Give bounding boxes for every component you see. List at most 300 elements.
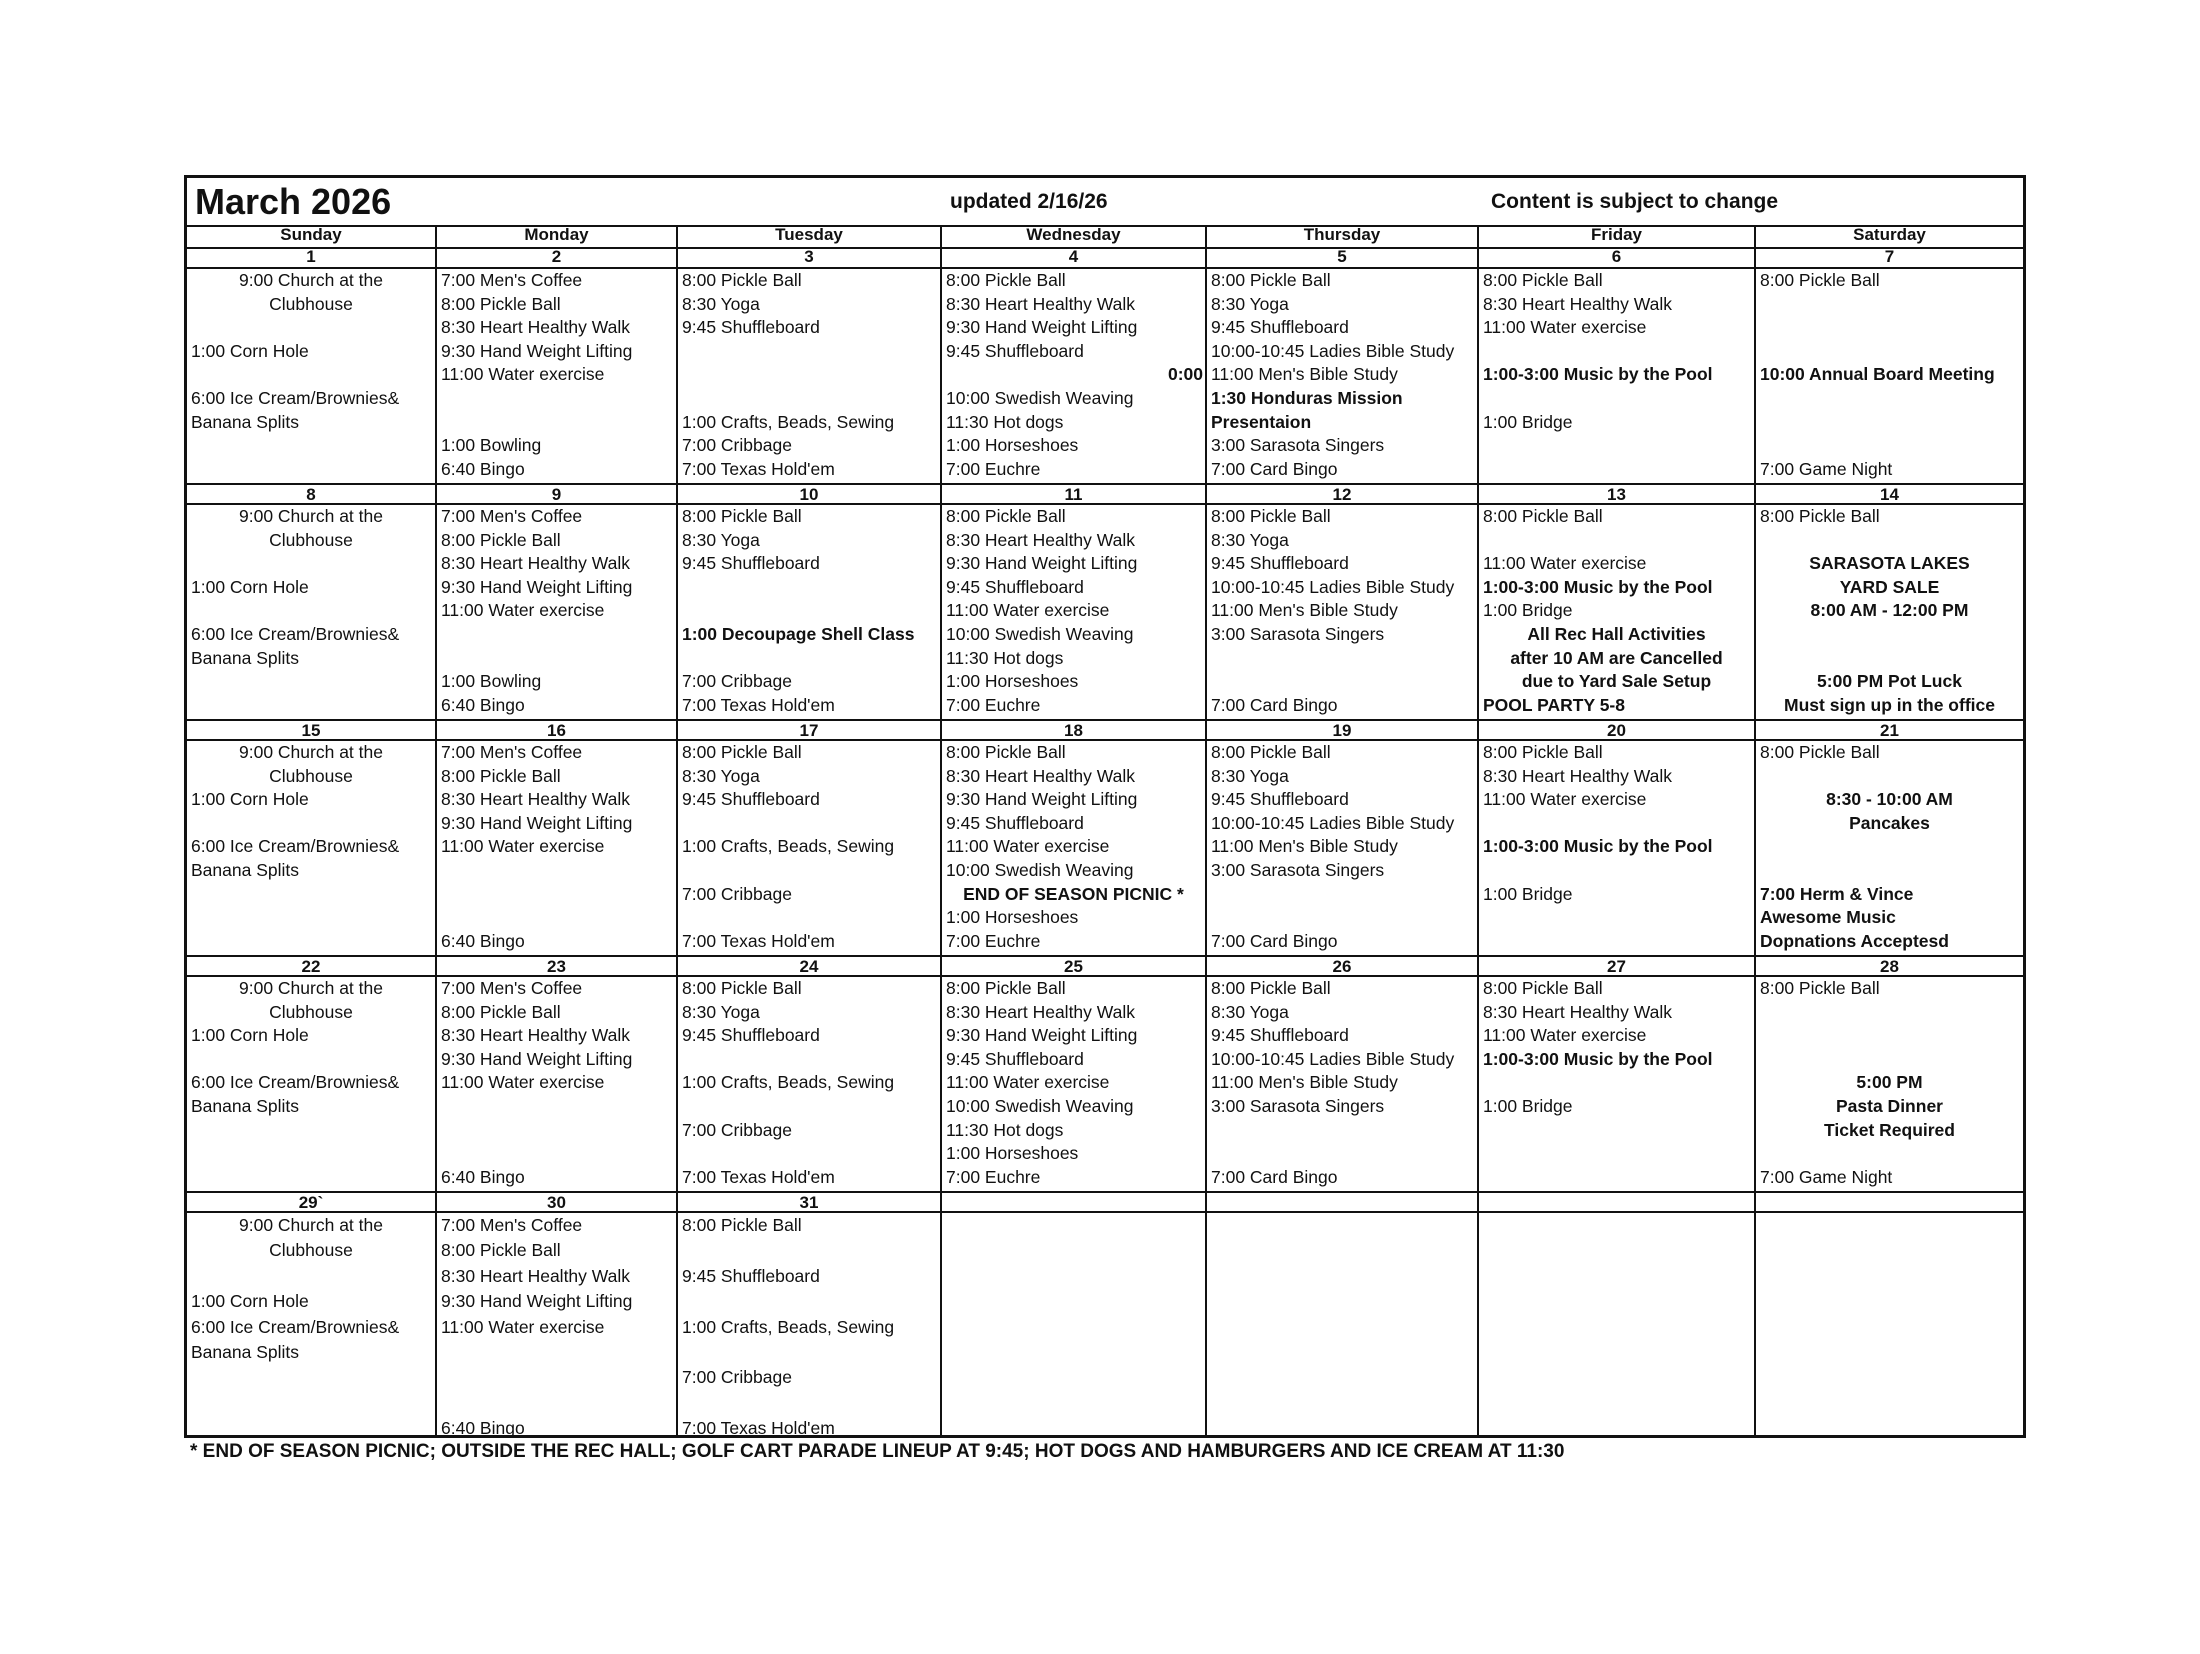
event-item: 8:00 Pickle Ball	[441, 293, 561, 314]
event-item: 8:30 Heart Healthy Walk	[441, 789, 631, 810]
event-item: Awesome Music	[1760, 907, 1896, 928]
event-item: 8:00 Pickle Ball	[682, 270, 802, 290]
event-spacer	[187, 812, 435, 836]
event-item: 1:00-3:00 Music by the Pool	[1483, 364, 1713, 385]
event-spacer	[1756, 647, 2023, 671]
event-item: SARASOTA LAKES	[1809, 553, 1970, 574]
event-item: 3:00 Sarasota Singers	[1211, 623, 1385, 644]
day-number: 5	[1207, 247, 1477, 269]
day-cell	[437, 719, 678, 955]
event-item: 7:00 Euchre	[946, 930, 1041, 951]
event-spacer	[1756, 1024, 2023, 1048]
day-cell	[1756, 483, 2023, 719]
event-item: 1:00 Horseshoes	[946, 671, 1079, 692]
event-item: Banana Splits	[191, 859, 299, 880]
event-spacer	[1207, 647, 1477, 671]
event-item: 8:00 Pickle Ball	[441, 765, 561, 786]
event-item: 9:45 Shuffleboard	[682, 1265, 820, 1286]
event-spacer	[1479, 387, 1754, 411]
week-row	[187, 955, 2023, 1191]
event-spacer	[1756, 765, 2023, 789]
day-cell	[437, 247, 678, 483]
event-item: 10:00 Swedish Weaving	[946, 387, 1134, 408]
event-item: 11:00 Water exercise	[441, 1316, 605, 1337]
event-item: 8:30 Heart Healthy Walk	[946, 1001, 1136, 1022]
event-spacer	[437, 1119, 676, 1143]
event-item: 8:00 Pickle Ball	[441, 1240, 561, 1261]
day-number: 8	[187, 483, 435, 505]
day-number: 25	[942, 955, 1205, 977]
event-item: 9:45 Shuffleboard	[1211, 1025, 1349, 1046]
event-item: 9:30 Hand Weight Lifting	[441, 340, 633, 361]
event-item: 1:00-3:00 Music by the Pool	[1483, 1048, 1713, 1069]
event-item: 8:30 - 10:00 AM	[1826, 789, 1953, 810]
event-item: 7:00 Cribbage	[682, 671, 792, 692]
event-item: 7:00 Men's Coffee	[441, 270, 583, 290]
event-item: Clubhouse	[269, 293, 353, 314]
event-spacer	[1756, 293, 2023, 317]
day-cell	[437, 483, 678, 719]
event-item: 11:00 Water exercise	[1483, 1025, 1647, 1046]
event-spacer	[1207, 1142, 1477, 1166]
event-item: Clubhouse	[269, 765, 353, 786]
event-item: 8:30 Yoga	[682, 765, 760, 786]
event-spacer	[678, 1340, 940, 1365]
event-item: 9:45 Shuffleboard	[946, 812, 1084, 833]
event-item: 1:00 Corn Hole	[191, 340, 309, 361]
event-item: 11:00 Men's Bible Study	[1211, 836, 1398, 857]
event-item: 1:00 Decoupage Shell Class	[682, 623, 915, 644]
day-cell	[1207, 247, 1479, 483]
event-item: 11:00 Water exercise	[441, 364, 605, 385]
event-item: 7:00 Men's Coffee	[441, 978, 583, 998]
event-item: 9:45 Shuffleboard	[682, 553, 820, 574]
day-number: 20	[1479, 719, 1754, 741]
event-item: 11:30 Hot dogs	[946, 411, 1064, 432]
event-spacer	[437, 1365, 676, 1390]
day-cell	[1479, 247, 1756, 483]
event-item: Clubhouse	[269, 1240, 353, 1261]
event-item: 8:00 Pickle Ball	[682, 978, 802, 998]
event-item: 7:00 Euchre	[946, 1166, 1041, 1187]
event-item: 1:00 Horseshoes	[946, 435, 1079, 456]
event-item: 11:00 Water exercise	[1483, 789, 1647, 810]
day-number: 13	[1479, 483, 1754, 505]
event-item: 9:30 Hand Weight Lifting	[946, 1025, 1138, 1046]
day-cell	[942, 247, 1207, 483]
event-spacer	[437, 1095, 676, 1119]
event-spacer	[187, 1264, 435, 1289]
event-item: 8:00 Pickle Ball	[1211, 270, 1331, 290]
event-item: 7:00 Game Night	[1760, 458, 1893, 479]
event-item: 0:00	[1167, 364, 1203, 385]
event-item: 1:00 Crafts, Beads, Sewing	[682, 836, 895, 857]
event-item: 9:00 Church at the	[239, 742, 383, 762]
event-spacer	[678, 1048, 940, 1072]
event-item: Clubhouse	[269, 529, 353, 550]
event-item: 8:00 Pickle Ball	[1760, 742, 1880, 762]
day-number: 14	[1756, 483, 2023, 505]
event-item: 7:00 Card Bingo	[1211, 694, 1338, 715]
event-item: Banana Splits	[191, 411, 299, 432]
event-spacer	[1479, 1071, 1754, 1095]
event-item: END OF SEASON PICNIC *	[963, 883, 1184, 904]
event-item: 9:45 Shuffleboard	[1211, 789, 1349, 810]
event-item: 8:30 Heart Healthy Walk	[946, 765, 1136, 786]
event-item: 6:40 Bingo	[441, 458, 525, 479]
event-item: 11:00 Water exercise	[1483, 317, 1647, 338]
event-spacer	[1207, 670, 1477, 694]
event-item: 7:00 Herm & Vince	[1760, 883, 1914, 904]
day-number: 26	[1207, 955, 1477, 977]
day-cell	[1479, 1191, 1756, 1435]
event-item: 8:30 Yoga	[1211, 1001, 1289, 1022]
day-cell	[437, 1191, 678, 1439]
event-item: Must sign up in the office	[1784, 694, 1995, 715]
event-spacer	[437, 1340, 676, 1365]
footnote: * END OF SEASON PICNIC; OUTSIDE THE REC HALL; GOLF CART PARADE LINEUP AT 9:45; HOT DOGS AND HAMBURGERS AND ICE CREAM AT 11:30	[190, 1441, 1565, 1462]
event-item: 6:40 Bingo	[441, 1166, 525, 1187]
event-item: 7:00 Texas Hold'em	[682, 1166, 835, 1187]
event-item: 9:30 Hand Weight Lifting	[441, 812, 633, 833]
event-item: 8:00 Pickle Ball	[1760, 270, 1880, 290]
event-item: 8:00 Pickle Ball	[682, 506, 802, 526]
day-cell	[678, 719, 942, 955]
event-item: Pasta Dinner	[1836, 1095, 1943, 1116]
day-number: 23	[437, 955, 676, 977]
day-number	[942, 1191, 1205, 1213]
day-number: 7	[1756, 247, 2023, 269]
event-item: All Rec Hall Activities	[1527, 623, 1706, 644]
event-item: 3:00 Sarasota Singers	[1211, 859, 1385, 880]
event-item: 9:45 Shuffleboard	[682, 789, 820, 810]
event-item: 8:00 Pickle Ball	[682, 742, 802, 762]
event-item: 1:00 Bowling	[441, 671, 542, 692]
event-spacer	[437, 906, 676, 930]
day-cell	[942, 1191, 1207, 1435]
day-cell	[437, 955, 678, 1191]
event-item: 8:00 Pickle Ball	[1211, 978, 1331, 998]
event-spacer	[1207, 906, 1477, 930]
event-item: 7:00 Game Night	[1760, 1166, 1893, 1187]
event-item: Dopnations Acceptesd	[1760, 930, 1949, 951]
event-item: Clubhouse	[269, 1001, 353, 1022]
event-item: 8:00 Pickle Ball	[1760, 506, 1880, 526]
month-title: March 2026	[195, 181, 392, 222]
day-cell	[942, 483, 1207, 719]
event-item: 1:00 Bridge	[1483, 411, 1573, 432]
event-item: 7:00 Cribbage	[682, 883, 792, 904]
day-cell	[942, 719, 1207, 955]
event-spacer	[1756, 1048, 2023, 1072]
event-item: 8:00 Pickle Ball	[1483, 270, 1603, 290]
event-spacer	[1479, 859, 1754, 883]
event-item: 1:00 Corn Hole	[191, 1291, 309, 1312]
event-item: 8:30 Heart Healthy Walk	[441, 1025, 631, 1046]
day-number: 31	[678, 1191, 940, 1213]
event-spacer	[437, 859, 676, 883]
day-name-saturday: Saturday	[1853, 225, 1926, 244]
event-item: 9:00 Church at the	[239, 270, 383, 290]
event-item: 10:00-10:45 Ladies Bible Study	[1211, 340, 1455, 361]
event-item: 1:00 Crafts, Beads, Sewing	[682, 411, 895, 432]
event-spacer	[187, 552, 435, 576]
event-spacer	[1479, 529, 1754, 553]
event-item: 8:30 Yoga	[682, 529, 760, 550]
event-item: 8:00 Pickle Ball	[682, 1215, 802, 1235]
event-item: 8:30 Heart Healthy Walk	[946, 293, 1136, 314]
event-spacer	[678, 363, 940, 387]
day-number: 9	[437, 483, 676, 505]
day-cell	[1756, 1191, 2023, 1435]
event-spacer	[678, 599, 940, 623]
event-item: 6:40 Bingo	[441, 930, 525, 951]
event-item: 8:30 Yoga	[1211, 293, 1289, 314]
event-item: 1:00 Bridge	[1483, 883, 1573, 904]
event-spacer	[187, 599, 435, 623]
day-cell	[187, 483, 437, 719]
day-cell	[1207, 955, 1479, 1191]
day-cell	[1479, 483, 1756, 719]
event-item: 7:00 Card Bingo	[1211, 1166, 1338, 1187]
day-number: 2	[437, 247, 676, 269]
day-cell	[187, 1191, 437, 1435]
event-item: 8:00 Pickle Ball	[946, 270, 1066, 290]
day-number: 24	[678, 955, 940, 977]
event-spacer	[1479, 340, 1754, 364]
event-item: 6:00 Ice Cream/Brownies&	[191, 1072, 400, 1093]
day-number: 6	[1479, 247, 1754, 269]
event-item: 7:00 Men's Coffee	[441, 506, 583, 526]
day-name-monday: Monday	[437, 225, 678, 247]
day-number	[1479, 1191, 1754, 1213]
event-item: 10:00-10:45 Ladies Bible Study	[1211, 812, 1455, 833]
event-item: 9:30 Hand Weight Lifting	[946, 789, 1138, 810]
day-number: 4	[942, 247, 1205, 269]
event-spacer	[437, 411, 676, 435]
event-item: 8:00 AM - 12:00 PM	[1810, 600, 1969, 621]
event-spacer	[678, 1289, 940, 1314]
event-item: 9:30 Hand Weight Lifting	[946, 317, 1138, 338]
event-item: 5:00 PM	[1856, 1072, 1923, 1093]
event-spacer	[678, 1142, 940, 1166]
day-cell	[1207, 1191, 1479, 1435]
event-item: 8:00 Pickle Ball	[1483, 978, 1603, 998]
event-spacer	[1756, 387, 2023, 411]
subject-notice: Content is subject to change	[1491, 190, 1779, 213]
day-cell	[1207, 719, 1479, 955]
calendar	[184, 175, 2026, 1438]
event-spacer	[1756, 340, 2023, 364]
event-item: 8:00 Pickle Ball	[946, 742, 1066, 762]
event-item: 9:00 Church at the	[239, 1215, 383, 1235]
day-name-sunday: Sunday	[187, 225, 437, 247]
day-number: 21	[1756, 719, 2023, 741]
day-number: 15	[187, 719, 435, 741]
event-item: 8:00 Pickle Ball	[1483, 506, 1603, 526]
event-item: 1:00 Horseshoes	[946, 1143, 1079, 1164]
event-item: 9:30 Hand Weight Lifting	[946, 553, 1138, 574]
day-number: 10	[678, 483, 940, 505]
event-spacer	[1207, 1119, 1477, 1143]
event-item: 11:00 Water exercise	[1483, 553, 1647, 574]
event-item: 6:40 Bingo	[441, 1418, 525, 1439]
day-cell	[942, 955, 1207, 1191]
day-number: 12	[1207, 483, 1477, 505]
day-cell	[1756, 955, 2023, 1191]
event-spacer	[1756, 411, 2023, 435]
event-item: 1:00-3:00 Music by the Pool	[1483, 836, 1713, 857]
event-item: 8:30 Yoga	[1211, 765, 1289, 786]
event-spacer	[1756, 859, 2023, 883]
day-cell	[678, 1191, 942, 1439]
event-spacer	[1756, 316, 2023, 340]
event-item: 11:00 Water exercise	[441, 600, 605, 621]
day-number: 18	[942, 719, 1205, 741]
event-item: 1:00 Corn Hole	[191, 576, 309, 597]
day-number: 17	[678, 719, 940, 741]
day-name-wednesday: Wednesday	[942, 225, 1207, 247]
event-item: 8:00 Pickle Ball	[1211, 506, 1331, 526]
day-name-thursday: Thursday	[1207, 225, 1479, 247]
event-item: YARD SALE	[1839, 576, 1940, 597]
day-cell	[678, 247, 942, 483]
event-spacer	[437, 387, 676, 411]
day-number: 1	[187, 247, 435, 269]
day-number: 27	[1479, 955, 1754, 977]
event-spacer	[678, 576, 940, 600]
event-item: 8:00 Pickle Ball	[1483, 742, 1603, 762]
week-row	[187, 719, 2023, 955]
event-spacer	[1756, 434, 2023, 458]
event-spacer	[1756, 529, 2023, 553]
event-item: 3:00 Sarasota Singers	[1211, 435, 1385, 456]
event-item: Banana Splits	[191, 1342, 299, 1363]
event-item: 1:00 Horseshoes	[946, 907, 1079, 928]
event-item: 11:00 Men's Bible Study	[1211, 1072, 1398, 1093]
event-item: due to Yard Sale Setup	[1521, 671, 1712, 692]
day-cell	[1207, 483, 1479, 719]
calendar-header	[187, 178, 2023, 227]
day-number: 3	[678, 247, 940, 269]
event-item: 8:30 Heart Healthy Walk	[946, 529, 1136, 550]
event-item: 11:30 Hot dogs	[946, 647, 1064, 668]
day-number: 29`	[187, 1191, 435, 1213]
event-item: Presentaion	[1211, 411, 1312, 432]
event-item: 6:00 Ice Cream/Brownies&	[191, 836, 400, 857]
event-spacer	[187, 363, 435, 387]
event-item: 9:00 Church at the	[239, 506, 383, 526]
event-spacer	[187, 1048, 435, 1072]
event-item: 7:00 Card Bingo	[1211, 458, 1338, 479]
event-item: 1:00 Crafts, Beads, Sewing	[682, 1072, 895, 1093]
event-item: 7:00 Cribbage	[682, 1367, 792, 1388]
event-item: 8:00 Pickle Ball	[1760, 978, 1880, 998]
event-spacer	[1479, 812, 1754, 836]
event-item: 8:30 Yoga	[682, 293, 760, 314]
event-item: 8:30 Heart Healthy Walk	[441, 317, 631, 338]
event-spacer	[187, 316, 435, 340]
event-item: 5:00 PM Pot Luck	[1817, 671, 1962, 692]
event-item: 9:45 Shuffleboard	[1211, 317, 1349, 338]
updated-date: updated 2/16/26	[950, 190, 1108, 213]
event-item: 9:45 Shuffleboard	[682, 1025, 820, 1046]
event-item: 7:00 Euchre	[946, 458, 1041, 479]
event-item: 11:00 Water exercise	[441, 1072, 605, 1093]
day-cell	[187, 719, 437, 955]
day-number: 11	[942, 483, 1205, 505]
event-item: 6:00 Ice Cream/Brownies&	[191, 1316, 400, 1337]
event-item: 9:30 Hand Weight Lifting	[441, 576, 633, 597]
event-item: 9:45 Shuffleboard	[682, 317, 820, 338]
day-number: 28	[1756, 955, 2023, 977]
event-item: Banana Splits	[191, 1095, 299, 1116]
event-item: 8:00 Pickle Ball	[1211, 742, 1331, 762]
event-item: 1:00 Crafts, Beads, Sewing	[682, 1316, 895, 1337]
event-item: 7:00 Texas Hold'em	[682, 1418, 835, 1439]
day-cell	[187, 247, 437, 483]
event-item: Pancakes	[1849, 812, 1930, 833]
event-spacer	[678, 647, 940, 671]
event-spacer	[1756, 1142, 2023, 1166]
event-spacer	[437, 623, 676, 647]
event-item: 11:00 Men's Bible Study	[1211, 364, 1398, 385]
event-item: 10:00 Swedish Weaving	[946, 623, 1134, 644]
event-item: Banana Splits	[191, 647, 299, 668]
event-item: 9:45 Shuffleboard	[946, 340, 1084, 361]
event-item: 9:30 Hand Weight Lifting	[441, 1291, 633, 1312]
day-cell	[678, 483, 942, 719]
week-row	[187, 247, 2023, 483]
event-spacer	[678, 859, 940, 883]
day-number: 16	[437, 719, 676, 741]
event-item: 7:00 Texas Hold'em	[682, 458, 835, 479]
event-item: 8:30 Heart Healthy Walk	[1483, 765, 1673, 786]
event-item: 8:00 Pickle Ball	[441, 529, 561, 550]
day-name-friday: Friday	[1479, 225, 1756, 247]
event-item: 8:30 Heart Healthy Walk	[1483, 1001, 1673, 1022]
event-spacer	[678, 1391, 940, 1416]
event-item: 8:00 Pickle Ball	[441, 1001, 561, 1022]
day-number: 30	[437, 1191, 676, 1213]
event-spacer	[1756, 1001, 2023, 1025]
day-number	[1207, 1191, 1477, 1213]
event-item: 8:30 Yoga	[1211, 529, 1289, 550]
event-item: 1:00 Bowling	[441, 435, 542, 456]
event-spacer	[678, 906, 940, 930]
event-item: 10:00-10:45 Ladies Bible Study	[1211, 1048, 1455, 1069]
event-item: 7:00 Men's Coffee	[441, 742, 583, 762]
event-item: 6:00 Ice Cream/Brownies&	[191, 623, 400, 644]
event-item: 3:00 Sarasota Singers	[1211, 1095, 1385, 1116]
day-name-tuesday: Tuesday	[678, 225, 942, 247]
week-row	[187, 483, 2023, 719]
day-cell	[1479, 719, 1756, 955]
event-item: 10:00 Swedish Weaving	[946, 1095, 1134, 1116]
event-item: Ticket Required	[1824, 1119, 1955, 1140]
event-spacer	[437, 1391, 676, 1416]
event-item: 1:30 Honduras Mission	[1211, 387, 1403, 408]
day-cell	[678, 955, 942, 1191]
event-item: 7:00 Euchre	[946, 694, 1041, 715]
event-spacer	[437, 883, 676, 907]
event-item: 6:00 Ice Cream/Brownies&	[191, 387, 400, 408]
event-item: 6:40 Bingo	[441, 694, 525, 715]
event-item: 8:00 Pickle Ball	[946, 506, 1066, 526]
event-item: 8:30 Heart Healthy Walk	[441, 1265, 631, 1286]
day-cell	[187, 955, 437, 1191]
event-item: 9:30 Hand Weight Lifting	[441, 1048, 633, 1069]
